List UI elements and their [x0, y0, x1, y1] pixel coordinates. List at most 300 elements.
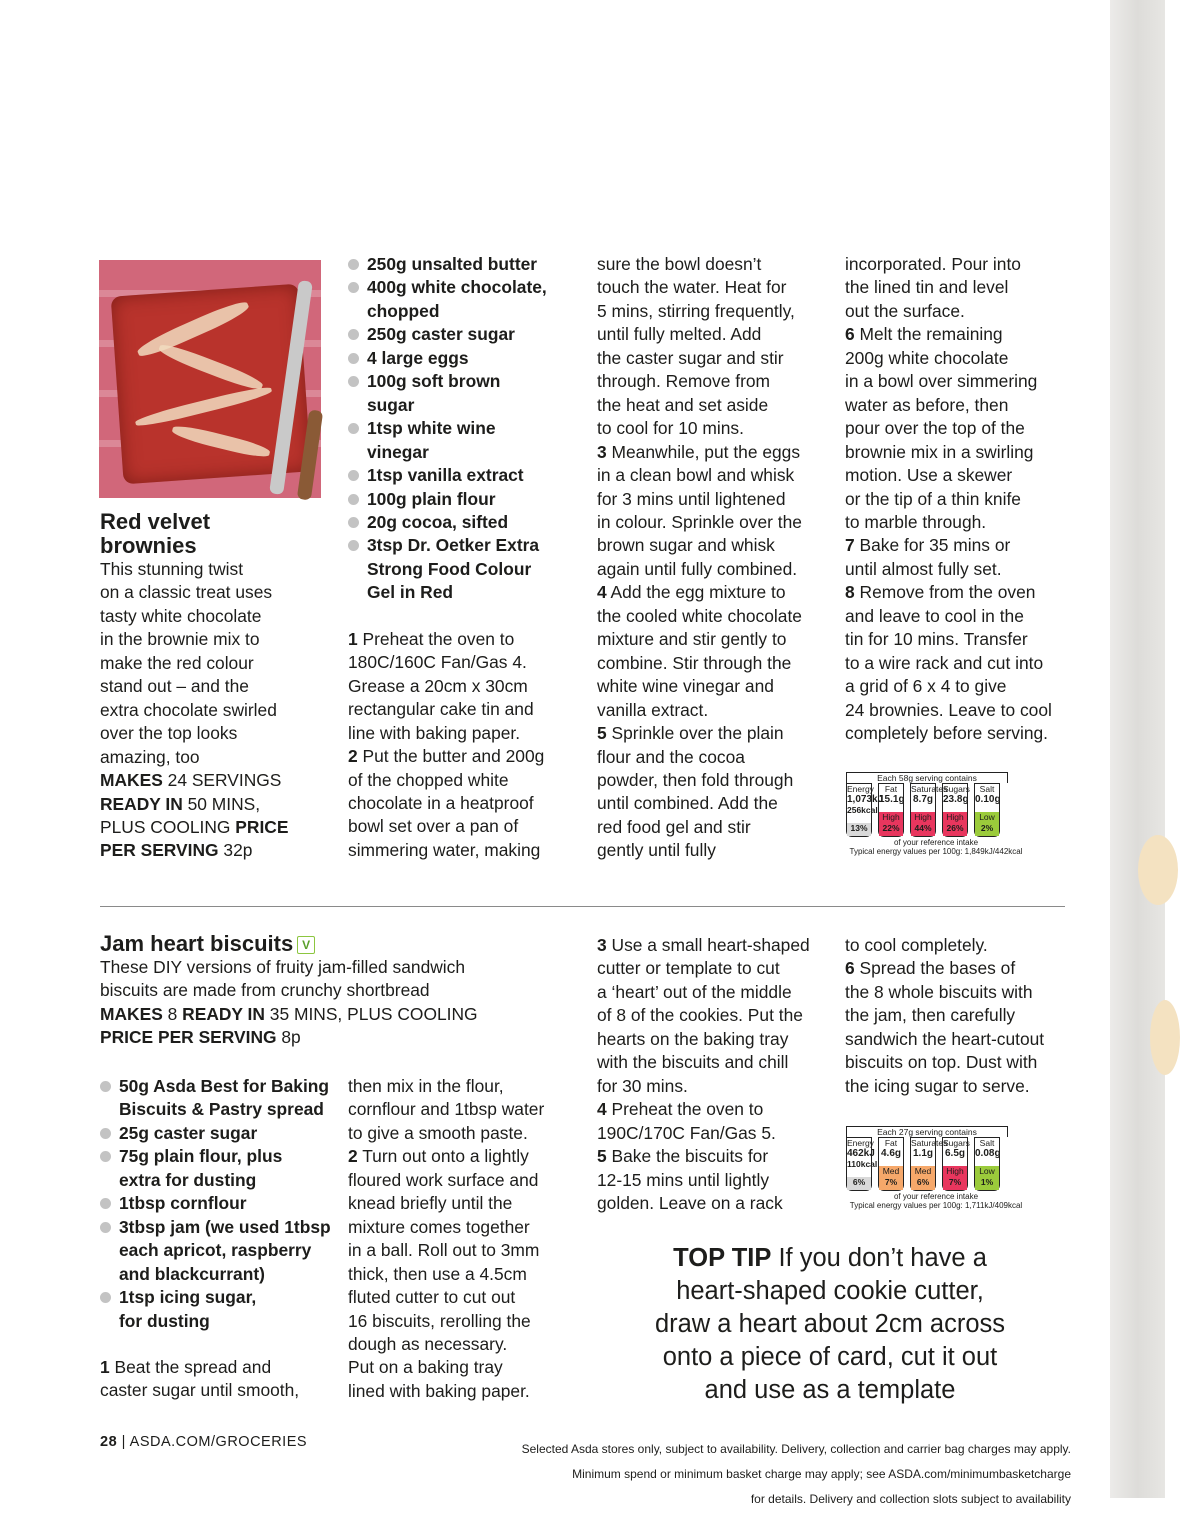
ingredient-line [348, 464, 578, 487]
nutrient-label: Salt [979, 784, 995, 794]
method-text: simmering water, making [348, 839, 541, 860]
recipe2-col1 [100, 1075, 340, 1403]
nutrition-cell [910, 1137, 948, 1191]
percent-text: 2% [980, 823, 994, 833]
recipe1-makes [100, 769, 332, 792]
ingredient-line [100, 1310, 340, 1333]
nutrient-level [847, 1177, 871, 1190]
method-line [348, 1169, 580, 1192]
step-number: 5 [597, 723, 607, 744]
method-text: and leave to cool in the [845, 605, 1024, 626]
disclaimer-line: Selected Asda stores only, subject to availability. Delivery, collection and carrier bag charges may apply. [521, 1442, 1071, 1456]
method-text: Preheat the oven to [362, 628, 515, 649]
recipe1-col2 [348, 253, 578, 862]
nutrient-value: 0.08g [975, 1148, 1001, 1159]
method-line [845, 300, 1077, 323]
method-line [845, 1075, 1077, 1098]
nutrition-cell [846, 783, 884, 837]
method-text: thick, then use a 4.5cm [348, 1263, 527, 1284]
method-text: 180C/160C Fan/Gas 4. [348, 652, 527, 673]
method-text: to a wire rack and cut into [845, 652, 1044, 673]
method-line [348, 745, 578, 768]
ingredient-text: sugar [367, 394, 415, 415]
method-text: rectangular cake tin and [348, 699, 534, 720]
method-text: Put the butter and 200g [362, 746, 545, 767]
method-text: Add the egg mixture to [610, 582, 786, 603]
method-text: flour and the cocoa [597, 746, 745, 767]
ingredient-line [348, 347, 578, 370]
disclaimer-line: for details. Delivery and collection slots subject to availability [750, 1492, 1071, 1506]
step-number: 3 [597, 441, 607, 462]
method-line [597, 628, 829, 651]
method-text: to give a smooth paste. [348, 1122, 528, 1143]
ingredient-line [348, 581, 578, 604]
method-line [348, 1356, 580, 1379]
method-line [597, 370, 829, 393]
recipe2-method-col2 [348, 1075, 580, 1403]
method-line [348, 1286, 580, 1309]
top-tip-line [620, 1308, 1040, 1341]
method-text: until almost fully set. [845, 558, 1002, 579]
method-line [348, 722, 578, 745]
method-line [597, 699, 829, 722]
ingredient-text: 100g soft brown [367, 371, 501, 392]
recipe1-title [100, 510, 332, 558]
method-text: 200g white chocolate [845, 347, 1009, 368]
method-text: the jam, then carefully [845, 1005, 1016, 1026]
method-line [597, 558, 829, 581]
nutrient-level [943, 1166, 967, 1190]
method-line [845, 276, 1077, 299]
top-tip-line [620, 1341, 1040, 1374]
method-line [597, 1192, 829, 1215]
ingredient-line [348, 276, 578, 299]
recipe2-header [100, 932, 580, 1050]
method-text: of the chopped white [348, 769, 509, 790]
method-line [100, 1379, 340, 1402]
method-line [597, 347, 829, 370]
method-line [597, 816, 829, 839]
method-line [597, 394, 829, 417]
nutrient-value: 256kcal [847, 805, 878, 815]
step-number: 5 [597, 1146, 607, 1167]
recipe2-price [100, 1026, 580, 1049]
method-text: sure the bowl doesn’t [597, 254, 762, 274]
nutrition-cell [910, 783, 948, 837]
level-text: High [946, 812, 964, 822]
method-line [845, 957, 1077, 980]
nutrient-value: 4.6g [880, 1148, 901, 1159]
title-text: Jam heart biscuits [100, 931, 294, 956]
method-text: powder, then fold through [597, 769, 794, 790]
method-text: in colour. Sprinkle over the [597, 511, 802, 532]
ready-value: PLUS COOLING [100, 816, 236, 837]
step-number: 7 [845, 535, 855, 556]
nutrition-header: Each 27g serving contains [846, 1126, 1008, 1137]
method-line [845, 652, 1077, 675]
method-text: until combined. Add the [597, 793, 778, 814]
nutrient-value: 23.8g [943, 794, 969, 805]
method-line [597, 488, 829, 511]
ready-value: 35 MINS, PLUS COOLING [264, 1003, 478, 1024]
method-line [845, 722, 1077, 745]
method-text: Grease a 20cm x 30cm [348, 675, 528, 696]
nutrient-label: Sugars [943, 1138, 970, 1148]
method-line [597, 722, 829, 745]
vegetarian-badge-icon: V [297, 936, 315, 954]
bullet-icon [348, 423, 359, 434]
nutrient-label: Fat [884, 784, 898, 794]
method-text: for 3 mins until lightened [597, 488, 786, 509]
level-text: Med [914, 1166, 932, 1176]
nutrient-level [879, 812, 903, 836]
top-tip-text: draw a heart about 2cm across [654, 1310, 1006, 1338]
nutrition-cell [974, 1137, 1000, 1191]
method-text: the heat and set aside [597, 394, 769, 415]
step-number: 3 [597, 935, 607, 955]
method-line [348, 1075, 580, 1098]
intro-line: tasty white chocolate [100, 605, 262, 626]
method-text: water as before, then [845, 394, 1009, 415]
bullet-icon [348, 329, 359, 340]
ingredient-line [100, 1192, 340, 1215]
method-line [845, 417, 1077, 440]
method-text: then mix in the flour, [348, 1076, 504, 1096]
top-tip-line [620, 1242, 1040, 1275]
method-text: mixture and stir gently to [597, 629, 787, 650]
method-line [597, 934, 829, 957]
intro-line: This stunning twist [100, 559, 244, 579]
method-text: out the surface. [845, 300, 965, 321]
bullet-icon [100, 1198, 111, 1209]
nutrient-label: Energy [847, 784, 874, 794]
recipe2-ingredients [100, 1075, 340, 1333]
method-line [597, 605, 829, 628]
recipe2-method-col1 [100, 1356, 340, 1403]
method-text: incorporated. Pour into [845, 254, 1021, 274]
method-line [597, 323, 829, 346]
bullet-icon [100, 1128, 111, 1139]
method-text: line with baking paper. [348, 722, 521, 743]
method-text: sandwich the heart-cutout [845, 1028, 1045, 1049]
method-text: the lined tin and level [845, 277, 1009, 298]
ingredient-line [348, 253, 578, 276]
method-line [845, 558, 1077, 581]
intro-line: biscuits are made from crunchy shortbread [100, 980, 430, 1001]
method-line [845, 253, 1077, 276]
ingredient-text: and blackcurrant) [119, 1263, 265, 1284]
method-text: with the biscuits and chill [597, 1052, 789, 1073]
nutrient-label: Salt [979, 1138, 995, 1148]
method-line [597, 1098, 829, 1121]
background-edge [1110, 0, 1165, 1498]
recipe1-ready-2 [100, 816, 332, 839]
recipe2-method-col3 [597, 934, 829, 1215]
nutrition-cell [942, 1137, 968, 1191]
intro-line: stand out – and the [100, 676, 249, 697]
ingredient-line [100, 1263, 340, 1286]
ingredient-text: 400g white chocolate, [367, 277, 547, 298]
method-text: Sprinkle over the plain [611, 723, 784, 744]
bullet-icon [348, 540, 359, 551]
nutrient-label: Energy [847, 1138, 874, 1148]
method-line [845, 1051, 1077, 1074]
top-tip-label: TOP TIP [673, 1244, 772, 1272]
recipe1-nutrition-label [846, 772, 1026, 867]
method-line [597, 839, 829, 862]
method-line [597, 792, 829, 815]
method-line [348, 792, 578, 815]
ingredient-text: 250g caster sugar [367, 324, 515, 345]
nutrient-level [943, 812, 967, 836]
level-text: High [946, 1166, 964, 1176]
recipe1-intro [100, 510, 332, 863]
level-text: High [914, 812, 932, 822]
method-line [348, 628, 578, 651]
method-line [597, 1145, 829, 1168]
method-line [597, 417, 829, 440]
intro-line: amazing, too [100, 746, 200, 767]
method-text: again until fully combined. [597, 558, 798, 579]
bullet-icon [100, 1081, 111, 1092]
method-text: in a ball. Roll out to 3mm [348, 1240, 540, 1261]
title-line: brownies [100, 533, 197, 558]
method-text: 190C/170C Fan/Gas 5. [597, 1122, 776, 1143]
bullet-icon [348, 470, 359, 481]
recipe1-price [100, 839, 332, 862]
nutrition-cell [974, 783, 1000, 837]
ingredient-line [100, 1075, 340, 1098]
ingredient-text: 3tbsp jam (we used 1tbsp [119, 1216, 331, 1237]
ingredient-line [348, 417, 578, 440]
percent-text: 6% [916, 1177, 930, 1187]
ingredient-line [348, 511, 578, 534]
site-link[interactable]: ASDA.COM/GROCERIES [129, 1434, 308, 1450]
ingredient-text: vinegar [367, 441, 429, 462]
bullet-icon [348, 282, 359, 293]
method-text: a ‘heart’ out of the middle [597, 981, 792, 1002]
method-text: of 8 of the cookies. Put the [597, 1005, 803, 1026]
step-number: 6 [845, 324, 855, 345]
method-text: biscuits on top. Dust with [845, 1052, 1038, 1073]
ingredient-text: Strong Food Colour [367, 558, 532, 579]
ingredient-text: 3tsp Dr. Oetker Extra [367, 535, 540, 556]
step-number: 1 [348, 628, 358, 649]
method-text: gently until fully [597, 840, 716, 861]
bullet-icon [100, 1222, 111, 1233]
nutrient-value: 462kJ [847, 1148, 875, 1159]
method-line [597, 769, 829, 792]
method-line [597, 957, 829, 980]
step-number: 1 [100, 1356, 110, 1377]
step-number: 4 [597, 1099, 607, 1120]
method-line [597, 652, 829, 675]
bullet-icon [348, 353, 359, 364]
typical-energy-note: Typical energy values per 100g: 1,711kJ/409kcal [849, 1201, 1023, 1210]
percent-text: 26% [946, 823, 964, 833]
method-text: the cooled white chocolate [597, 605, 802, 626]
method-line [100, 1356, 340, 1379]
ingredient-line [100, 1098, 340, 1121]
ingredient-text: 100g plain flour [367, 488, 496, 509]
ingredient-text: 50g Asda Best for Baking [119, 1076, 330, 1096]
percent-text: 22% [882, 823, 900, 833]
method-text: or the tip of a thin knife [845, 488, 1021, 509]
makes-value: 24 SERVINGS [162, 770, 282, 791]
ingredient-text: Biscuits & Pastry spread [119, 1099, 324, 1120]
ingredient-line [100, 1145, 340, 1168]
top-tip-text: and use as a template [704, 1376, 956, 1404]
method-line [597, 1169, 829, 1192]
percent-text: 6% [852, 1177, 866, 1187]
nutrition-cell [942, 783, 968, 837]
recipe1-method-col2 [348, 628, 578, 863]
brownie-photo [99, 260, 321, 498]
method-text: in a bowl over simmering [845, 371, 1038, 392]
recipe2-title [100, 932, 580, 956]
method-text: cornflour and 1tbsp water [348, 1099, 545, 1120]
ingredient-line [348, 300, 578, 323]
ingredient-line [100, 1216, 340, 1239]
method-line [348, 1098, 580, 1121]
method-text: brownie mix in a swirling [845, 441, 1034, 462]
method-text: the caster sugar and stir [597, 347, 784, 368]
method-line [845, 605, 1077, 628]
intro-line: extra chocolate swirled [100, 699, 277, 720]
ingredient-text: 1tbsp cornflour [119, 1193, 247, 1214]
ingredient-line [348, 394, 578, 417]
ingredient-line [348, 370, 578, 393]
step-number: 8 [845, 582, 855, 603]
method-line [845, 534, 1077, 557]
ingredient-text: extra for dusting [119, 1169, 257, 1190]
method-text: cutter or template to cut [597, 958, 780, 979]
ingredient-text: 1tsp icing sugar, [119, 1287, 257, 1308]
recipe1-method-col4 [845, 253, 1077, 746]
method-line [348, 675, 578, 698]
nutrient-level [975, 1166, 999, 1190]
method-line [845, 441, 1077, 464]
method-text: hearts on the baking tray [597, 1028, 789, 1049]
recipe1-ready [100, 793, 332, 816]
intro-line: over the top looks [100, 723, 238, 744]
method-line [845, 370, 1077, 393]
level-text: Low [979, 1166, 995, 1176]
typical-energy-note: Typical energy values per 100g: 1,849kJ/442kcal [849, 847, 1023, 856]
method-line [597, 675, 829, 698]
method-text: bowl set over a pan of [348, 816, 519, 837]
ingredient-text: 4 large eggs [367, 347, 469, 368]
method-text: Remove from the oven [859, 582, 1036, 603]
method-line [597, 1051, 829, 1074]
price-label: PRICE PER SERVING [100, 1027, 277, 1048]
method-line [597, 464, 829, 487]
method-line [845, 488, 1077, 511]
bullet-icon [100, 1292, 111, 1303]
method-text: pour over the top of the [845, 418, 1025, 439]
method-text: mixture comes together [348, 1216, 530, 1237]
method-text: 16 biscuits, rerolling the [348, 1310, 531, 1331]
ready-value: 50 MINS, [182, 793, 261, 814]
method-text: Put on a baking tray [348, 1357, 503, 1378]
ingredient-text: each apricot, raspberry [119, 1240, 312, 1261]
nutrient-level [975, 812, 999, 836]
method-line [348, 839, 578, 862]
method-line [348, 698, 578, 721]
ingredient-line [100, 1122, 340, 1145]
level-text: Low [979, 812, 995, 822]
method-line [845, 675, 1077, 698]
nutrient-value: 110kcal [847, 1159, 878, 1169]
ingredient-text: 1tsp vanilla extract [367, 465, 524, 486]
method-text: 24 brownies. Leave to cool [845, 699, 1052, 720]
price-label: PER SERVING [100, 840, 219, 861]
method-text: 5 mins, stirring frequently, [597, 300, 795, 321]
method-line [597, 253, 829, 276]
step-number: 6 [845, 958, 855, 979]
ingredient-line [100, 1286, 340, 1309]
method-line [597, 746, 829, 769]
method-line [348, 1145, 580, 1168]
method-line [597, 534, 829, 557]
makes-value: 8 [162, 1003, 183, 1024]
nutrition-header: Each 58g serving contains [846, 772, 1008, 783]
nutrient-level [847, 823, 871, 836]
recipe2-method-col4 [845, 934, 1077, 1098]
ingredient-line [348, 488, 578, 511]
reference-intake-note: of your reference intake [893, 1192, 979, 1201]
method-text: Melt the remaining [859, 324, 1003, 345]
ready-label: READY IN [182, 1003, 265, 1024]
method-text: vanilla extract. [597, 699, 709, 720]
method-line [348, 1380, 580, 1403]
method-text: Spread the bases of [859, 958, 1016, 979]
recipe1-description [100, 558, 332, 769]
percent-text: 13% [850, 823, 868, 833]
method-text: Meanwhile, put the eggs [611, 441, 801, 462]
method-line [845, 1028, 1077, 1051]
level-text: Med [882, 1166, 900, 1176]
method-line [845, 323, 1077, 346]
method-line [348, 1122, 580, 1145]
recipe2-nutrition-label [846, 1126, 1026, 1221]
method-text: the 8 whole biscuits with [845, 981, 1033, 1002]
method-line [597, 981, 829, 1004]
intro-line: These DIY versions of fruity jam-filled sandwich [100, 957, 466, 977]
method-line [597, 511, 829, 534]
section-divider [100, 906, 1065, 907]
intro-line: on a classic treat uses [100, 582, 273, 603]
nutrient-value: 1,073kJ [847, 794, 884, 805]
ingredient-text: 25g caster sugar [119, 1122, 258, 1143]
method-line [597, 441, 829, 464]
nutrient-value: 1.1g [912, 1148, 933, 1159]
method-line [845, 628, 1077, 651]
bullet-icon [348, 517, 359, 528]
title-line: Red velvet [100, 509, 211, 534]
recipe2-description [100, 956, 580, 1003]
method-line [348, 1263, 580, 1286]
method-line [348, 815, 578, 838]
method-line [597, 1028, 829, 1051]
method-text: fluted cutter to cut out [348, 1287, 516, 1308]
nutrient-value: 0.10g [975, 794, 1001, 805]
footer-disclaimer [430, 1431, 1071, 1518]
method-line [597, 1004, 829, 1027]
recipe1-ingredients [348, 253, 578, 605]
ingredient-text: 1tsp white wine [367, 418, 496, 439]
top-tip-text: onto a piece of card, cut it out [662, 1343, 998, 1371]
